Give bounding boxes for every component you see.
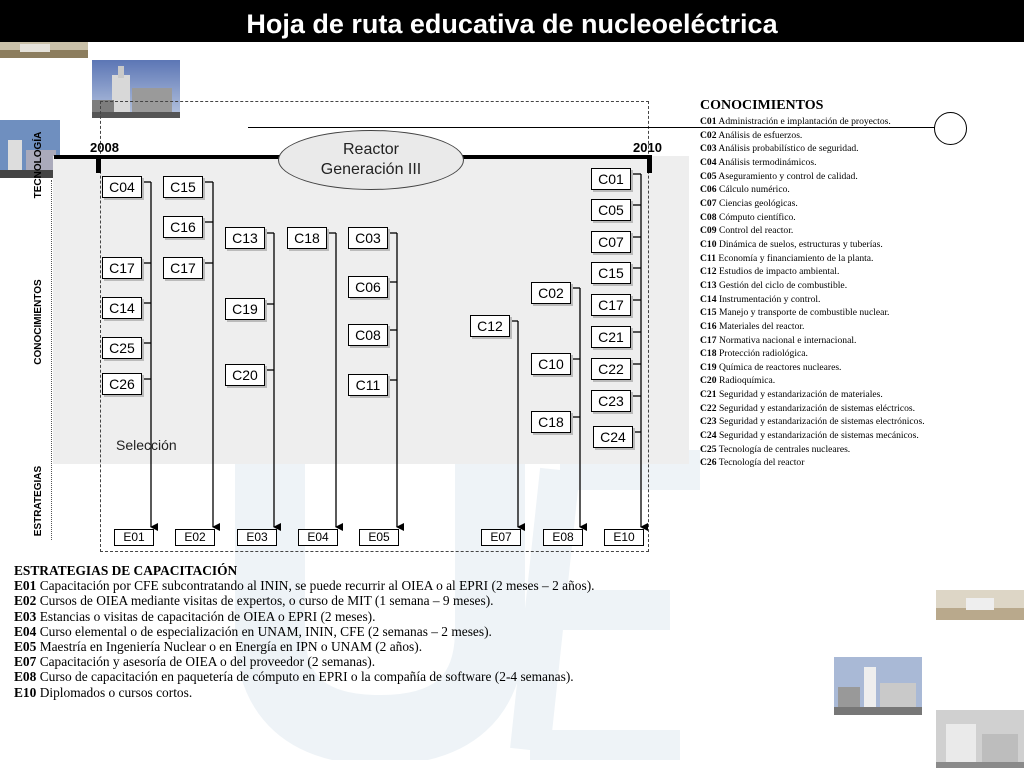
box-col5-c06: C06 [348, 276, 388, 298]
conocimiento-code: C21 [700, 389, 717, 401]
conocimiento-code: C10 [700, 238, 717, 250]
conocimiento-item [700, 183, 1000, 197]
box-col2-c15: C15 [163, 176, 203, 198]
estrategia-code: E10 [14, 684, 37, 700]
estrategia-item [14, 639, 714, 654]
estrategia-code: E01 [14, 578, 37, 594]
box-col8-c07: C07 [591, 231, 631, 253]
estrategias-heading: ESTRATEGIAS DE CAPACITACIÓN [14, 563, 238, 578]
conocimiento-text: Control del reactor. [718, 225, 794, 237]
conocimiento-text: Economía y financiamiento de la planta. [718, 252, 874, 264]
conocimiento-item [700, 374, 1000, 388]
strategy-box-e03: E03 [237, 529, 277, 546]
box-col1-c25: C25 [102, 337, 142, 359]
estrategias-list [14, 563, 714, 700]
conocimiento-text: Tecnología del reactor [718, 457, 805, 469]
conocimiento-text: Seguridad y estandarización de sistemas electrónicos. [718, 416, 925, 428]
conocimiento-text: Cómputo científico. [718, 211, 796, 223]
conocimiento-code: C24 [700, 430, 717, 442]
conocimiento-item [700, 129, 1000, 143]
row-label-conocimientos: CONOCIMIENTOS [33, 279, 44, 365]
reactor-label-line1: Reactor [342, 141, 400, 158]
conocimiento-item [700, 211, 1000, 225]
strategy-box-e05: E05 [359, 529, 399, 546]
box-col3-c19: C19 [225, 298, 265, 320]
conocimiento-text: Instrumentación y control. [718, 293, 821, 305]
conocimiento-item [700, 293, 1000, 307]
conocimiento-text: Normativa nacional e internacional. [718, 334, 857, 346]
estrategia-text: Curso de capacitación en paquetería de cómputo en EPRI o la compañía de software (2-4 semanas). [39, 669, 574, 685]
conocimiento-item [700, 197, 1000, 211]
conocimiento-text: Análisis probabilístico de seguridad. [718, 143, 859, 155]
conocimiento-item [700, 361, 1000, 375]
conocimiento-item [700, 238, 1000, 252]
conocimiento-code: C18 [700, 348, 717, 360]
estrategia-text: Capacitación por CFE subcontratando al ININ, se puede recurrir al OIEA o al EPRI (2 meses – 2 años). [39, 578, 595, 594]
conocimiento-text: Seguridad y estandarización de sistemas eléctricos. [718, 402, 916, 414]
conocimiento-text: Manejo y transporte de combustible nuclear. [718, 307, 890, 319]
estrategia-code: E02 [14, 593, 37, 609]
strategy-box-e08: E08 [543, 529, 583, 546]
estrategia-item [14, 654, 714, 669]
box-col8-c01: C01 [591, 168, 631, 190]
conocimiento-code: C14 [700, 293, 717, 305]
conocimiento-item [700, 252, 1000, 266]
box-col4-c18: C18 [287, 227, 327, 249]
conocimiento-item [700, 156, 1000, 170]
conocimiento-code: C13 [700, 279, 717, 291]
conocimiento-text: Aseguramiento y control de calidad. [718, 170, 858, 182]
estrategia-code: E04 [14, 623, 37, 639]
box-col8-c22: C22 [591, 358, 631, 380]
selection-label: Selección [116, 437, 177, 453]
strategy-box-e04: E04 [298, 529, 338, 546]
conocimiento-code: C03 [700, 143, 717, 155]
box-col2-c17: C17 [163, 257, 203, 279]
conocimiento-code: C05 [700, 170, 717, 182]
estrategia-item [14, 593, 714, 608]
box-col8-c17: C17 [591, 294, 631, 316]
estrategia-item [14, 578, 714, 593]
conocimiento-text: Gestión del ciclo de combustible. [718, 279, 848, 291]
conocimiento-code: C01 [700, 116, 717, 127]
conocimiento-code: C19 [700, 361, 717, 373]
conocimiento-code: C08 [700, 211, 717, 223]
year-end: 2010 [633, 140, 662, 155]
conocimiento-text: Seguridad y estandarización de materiales. [718, 389, 883, 401]
conocimiento-text: Dinámica de suelos, estructuras y tuberías. [718, 238, 883, 250]
conocimiento-text: Administración e implantación de proyectos. [718, 116, 891, 127]
box-col8-c23: C23 [591, 390, 631, 412]
conocimiento-text: Química de reactores nucleares. [718, 361, 842, 373]
box-col1-c04: C04 [102, 176, 142, 198]
box-col2-c16: C16 [163, 216, 203, 238]
conocimiento-item [700, 456, 1000, 470]
conocimiento-item [700, 415, 1000, 429]
box-col8-c05: C05 [591, 199, 631, 221]
row-label-estrategias: ESTRATEGIAS [33, 465, 44, 537]
box-col3-c20: C20 [225, 364, 265, 386]
conocimiento-item [700, 347, 1000, 361]
estrategia-item [14, 685, 714, 700]
conocimiento-text: Cálculo numérico. [718, 184, 790, 196]
conocimiento-text: Radioquímica. [718, 375, 776, 387]
conocimiento-code: C15 [700, 307, 717, 319]
conocimiento-item [700, 224, 1000, 238]
conocimientos-heading: CONOCIMIENTOS [700, 98, 824, 113]
estrategia-text: Diplomados o cursos cortos. [39, 684, 193, 700]
conocimiento-item [700, 320, 1000, 334]
conocimiento-code: C22 [700, 402, 717, 414]
conocimiento-item [700, 170, 1000, 184]
strategy-box-e01: E01 [114, 529, 154, 546]
conocimiento-item [700, 306, 1000, 320]
estrategia-code: E05 [14, 639, 37, 655]
conocimiento-item [700, 443, 1000, 457]
conocimiento-code: C16 [700, 320, 717, 332]
reactor-label-line2: Generación III [320, 161, 422, 178]
conocimiento-text: Tecnología de centrales nucleares. [718, 443, 851, 455]
conocimiento-code: C06 [700, 184, 717, 196]
year-start: 2008 [90, 140, 119, 155]
conocimiento-code: C20 [700, 375, 717, 387]
box-col1-c26: C26 [102, 373, 142, 395]
conocimiento-code: C11 [700, 252, 716, 264]
estrategia-text: Estancias o visitas de capacitación de OIEA o EPRI (2 meses). [39, 608, 376, 624]
box-col5-c08: C08 [348, 324, 388, 346]
conocimiento-text: Seguridad y estandarización de sistemas mecánicos. [718, 430, 919, 442]
estrategia-item [14, 669, 714, 684]
conocimiento-item [700, 142, 1000, 156]
box-col8-c15: C15 [591, 262, 631, 284]
conocimiento-code: C23 [700, 416, 717, 428]
conocimiento-item [700, 115, 1000, 129]
conocimiento-text: Análisis termodinámicos. [718, 156, 817, 168]
estrategia-code: E08 [14, 669, 37, 685]
estrategia-code: E03 [14, 608, 37, 624]
box-col1-c14: C14 [102, 297, 142, 319]
conocimiento-code: C25 [700, 443, 717, 455]
box-col6-c12: C12 [470, 315, 510, 337]
conocimiento-text: Materiales del reactor. [718, 320, 805, 332]
conocimiento-code: C04 [700, 156, 717, 168]
conocimiento-item [700, 265, 1000, 279]
conocimiento-code: C26 [700, 457, 717, 469]
conocimiento-item [700, 402, 1000, 416]
box-col7-c02: C02 [531, 282, 571, 304]
conocimiento-item [700, 279, 1000, 293]
estrategia-item [14, 624, 714, 639]
estrategia-item [14, 609, 714, 624]
conocimientos-legend [700, 97, 1000, 470]
estrategia-text: Cursos de OIEA mediante visitas de expertos, o curso de MIT (1 semana – 9 meses). [39, 593, 494, 609]
page-title: Hoja de ruta educativa de nucleoeléctrica [246, 9, 778, 39]
conocimiento-text: Análisis de esfuerzos. [718, 129, 803, 141]
conocimiento-text: Estudios de impacto ambiental. [718, 266, 840, 278]
estrategia-text: Capacitación y asesoría de OIEA o del proveedor (2 semanas). [39, 654, 376, 670]
conocimiento-item [700, 334, 1000, 348]
conocimiento-code: C17 [700, 334, 717, 346]
box-col8-c24: C24 [593, 426, 633, 448]
conocimiento-item [700, 429, 1000, 443]
box-col3-c13: C13 [225, 227, 265, 249]
row-label-tecnologia: TECNOLOGÍA [33, 131, 44, 199]
box-col7-c18: C18 [531, 411, 571, 433]
strategy-box-e10: E10 [604, 529, 644, 546]
conocimiento-code: C09 [700, 225, 717, 237]
conocimiento-text: Ciencias geológicas. [718, 197, 798, 209]
conocimiento-text: Protección radiológica. [718, 348, 808, 360]
box-col8-c21: C21 [591, 326, 631, 348]
conocimiento-code: C02 [700, 129, 717, 141]
strategy-box-e07: E07 [481, 529, 521, 546]
box-col1-c17: C17 [102, 257, 142, 279]
estrategia-code: E07 [14, 654, 37, 670]
box-col5-c03: C03 [348, 227, 388, 249]
estrategia-text: Curso elemental o de especialización en UNAM, ININ, CFE (2 semanas – 2 meses). [39, 623, 492, 639]
strategy-box-e02: E02 [175, 529, 215, 546]
conocimiento-code: C12 [700, 266, 717, 278]
box-col7-c10: C10 [531, 353, 571, 375]
conocimiento-code: C07 [700, 197, 717, 209]
conocimiento-item [700, 388, 1000, 402]
estrategia-text: Maestría en Ingeniería Nuclear o en Energía en IPN o UNAM (2 años). [39, 639, 423, 655]
box-col5-c11: C11 [348, 374, 388, 396]
